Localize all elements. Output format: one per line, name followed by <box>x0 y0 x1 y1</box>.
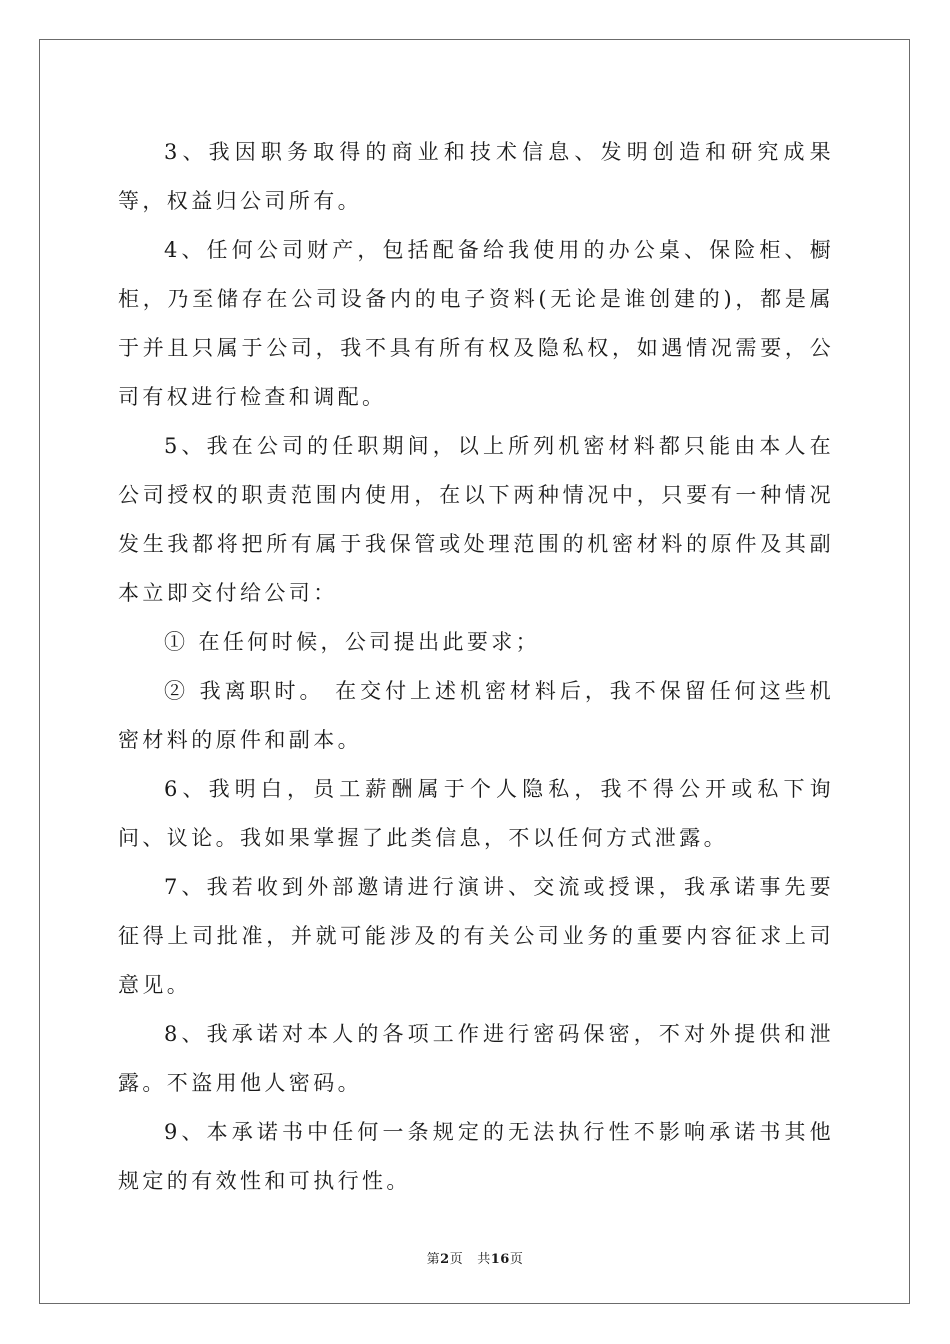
page-footer <box>0 1248 950 1267</box>
paragraph-4: 4、任何公司财产，包括配备给我使用的办公桌、保险柜、橱柜，乃至储存在公司设备内的电子资料(无论是谁创建的)，都是属于并且只属于公司，我不具有所有权及隐私权，如遇情况需要，公司有权进行检查和调配。 <box>118 238 834 409</box>
total-suffix: 页 <box>509 1252 524 1267</box>
paragraph-5: 5、我在公司的任职期间，以上所列机密材料都只能由本人在公司授权的职责范围内使用，在以下两种情况中，只要有一种情况发生我都将把所有属于我保管或处理范围的机密材料的原件及其副本立即交付给公司： <box>118 434 834 605</box>
paragraph-3: 3、我因职务取得的商业和技术信息、发明创造和研究成果等，权益归公司所有。 <box>118 140 834 213</box>
page-number: 2 <box>440 1252 450 1267</box>
paragraph-9: 9、本承诺书中任何一条规定的无法执行性不影响承诺书其他规定的有效性和可执行性。 <box>118 1120 834 1193</box>
list-item-2: ② 我离职时。 在交付上述机密材料后，我不保留任何这些机密材料的原件和副本。 <box>118 679 834 752</box>
list-item-1: ① 在任何时候，公司提出此要求； <box>164 630 541 654</box>
paragraph-7: 7、我若收到外部邀请进行演讲、交流或授课，我承诺事先要征得上司批准，并就可能涉及的有关公司业务的重要内容征求上司意见。 <box>118 875 834 997</box>
paragraph-8: 8、我承诺对本人的各项工作进行密码保密，不对外提供和泄露。不盗用他人密码。 <box>118 1022 834 1095</box>
page-prefix: 第 <box>426 1252 441 1267</box>
page-suffix: 页 <box>449 1252 464 1267</box>
paragraph-6: 6、我明白，员工薪酬属于个人隐私，我不得公开或私下询问、议论。我如果掌握了此类信息，不以任何方式泄露。 <box>118 777 834 850</box>
total-pages: 16 <box>490 1252 510 1267</box>
total-prefix: 共 <box>477 1252 491 1267</box>
document-body <box>118 128 834 1206</box>
